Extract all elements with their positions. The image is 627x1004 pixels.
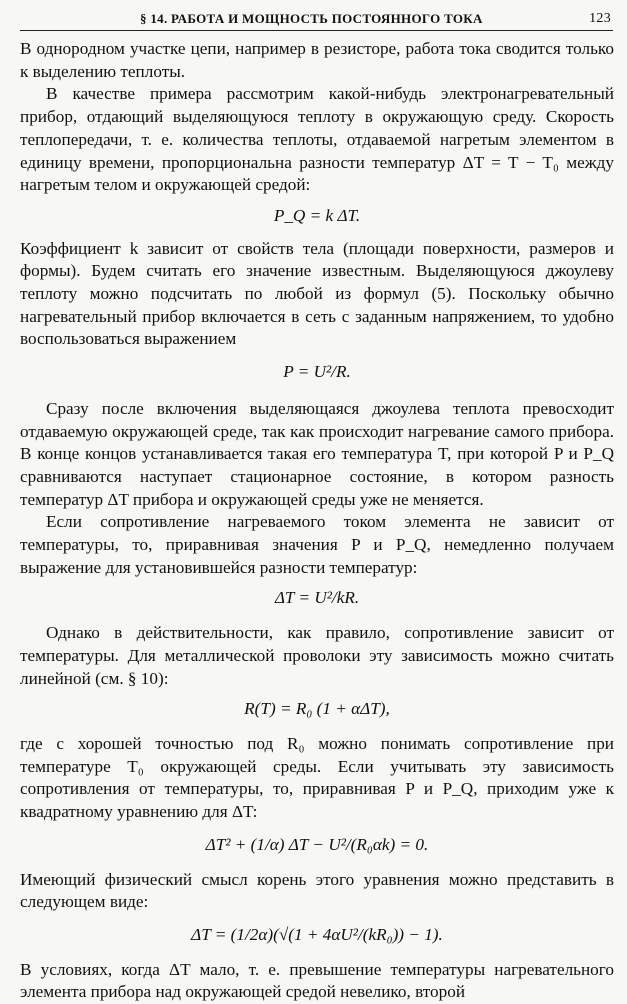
paragraph-7: где с хорошей точностью под R₀ можно понимать сопротивление при температуре T₀ окружающей среды. Если учитывать эту зависимость сопротивления от температуры, то, приравнивая P и P_Q, приходим уже к квадратному уравнению для ΔT:	[20, 733, 614, 822]
page-body	[20, 38, 614, 1004]
paragraph-6: Однако в действительности, как правило, сопротивление зависит от температуры. Для металлической проволоки эту зависимость можно считать линейной (см. § 10):	[20, 623, 614, 688]
paragraph-9: В условиях, когда ΔT мало, т. е. превышение температуры нагревательного элемента прибора над окружающей средой невелико, второй	[20, 959, 614, 1002]
page-number: 123	[589, 11, 611, 26]
equation-resistance: R(T) = R₀ (1 + αΔT),	[244, 699, 390, 719]
paragraph-2: В качестве примера рассмотрим какой-нибудь электронагревательный прибор, отдающий выделяющуюся теплоту в окружающую среду. Скорость теплопередачи, т. е. количества теплоты, отдаваемой нагретым элементом в единицу времени, пропорциональна разности температур ΔT = T − T₀ между нагретым телом и окружающей средой:	[20, 84, 614, 195]
equation-root: ΔT = (1/2α)(√(1 + 4αU²/(kR₀)) − 1).	[191, 924, 443, 944]
paragraph-5: Если сопротивление нагреваемого током элемента не зависит от температуры, то, приравнивая значения P и P_Q, немедленно получаем выражение для установившейся разности температур:	[20, 512, 614, 577]
running-header	[20, 8, 613, 31]
equation-power: P = U²/R.	[283, 362, 351, 382]
paragraph-1: В однородном участке цепи, например в резисторе, работа тока сводится только к выделению теплоты.	[20, 39, 614, 81]
equation-delta-t: ΔT = U²/kR.	[274, 588, 360, 608]
paragraph-8: Имеющий физический смысл корень этого уравнения можно представить в следующем виде:	[20, 869, 614, 912]
equation-heat-transfer: P_Q = k ΔT.	[273, 205, 361, 225]
equation-quadratic: ΔT² + (1/α) ΔT − U²/(R₀αk) = 0.	[205, 834, 429, 854]
paragraph-3: Коэффициент k зависит от свойств тела (площади поверхности, размеров и формы). Будем считать его значение известным. Выделяющуюся джоулеву теплоту можно подсчитать по любой из формул (5). Поскольку обычно нагревательный прибор включается в сеть с заданным напряжением, то удобно воспользоваться выражением	[20, 238, 614, 349]
paragraph-4: Сразу после включения выделяющаяся джоулева теплота превосходит отдаваемую окружающей среде, так как происходит нагревание самого прибора. В конце концов устанавливается такая его температура T, при которой P и P_Q сравниваются наступает стационарное состояние, в котором разность температур ΔT прибора и окружающей среды уже не меняется.	[20, 398, 614, 509]
section-title: § 14. РАБОТА И МОЩНОСТЬ ПОСТОЯННОГО ТОКА	[140, 11, 483, 26]
